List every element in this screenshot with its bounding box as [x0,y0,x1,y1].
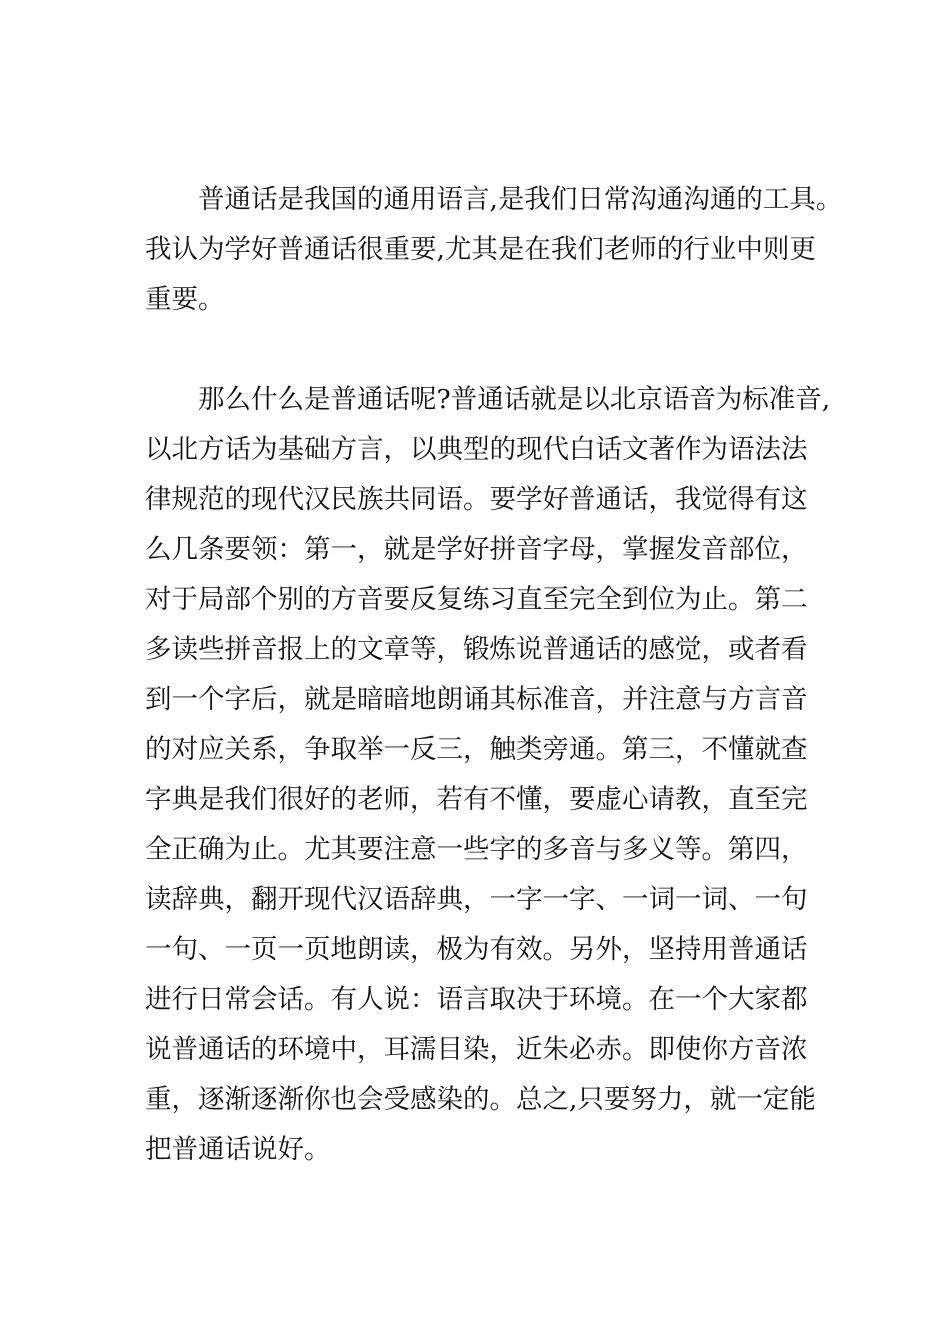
paragraph-2-line-6: 多读些拼音报上的文章等，锻炼说普通话的感觉，或者看 [145,634,808,665]
paragraph-2-line-9: 字典是我们很好的老师，若有不懂，要虚心请教，直至完 [145,784,808,815]
paragraph-1-line-3: 重要。 [145,284,225,315]
paragraph-2-line-15: 重，逐渐逐渐你也会受感染的。总之,只要努力，就一定能 [145,1084,816,1115]
paragraph-2-line-7: 到一个字后，就是暗暗地朗诵其标准音，并注意与方言音 [145,684,808,715]
paragraph-1-line-1: 普通话是我国的通用语言,是我们日常沟通沟通的工具。 [198,184,843,215]
paragraph-2-line-10: 全正确为止。尤其要注意一些字的多音与多义等。第四， [145,834,808,865]
paragraph-2-line-16: 把普通话说好。 [145,1134,331,1165]
paragraph-2-line-12: 一句、一页一页地朗读，极为有效。另外，坚持用普通话 [145,934,808,965]
paragraph-2-line-3: 律规范的现代汉民族共同语。要学好普通话，我觉得有这 [145,484,808,515]
paragraph-2-line-4: 么几条要领：第一，就是学好拼音字母，掌握发音部位， [145,534,808,565]
paragraph-2-line-1: 那么什么是普通话呢?普通话就是以北京语音为标准音, [198,384,831,415]
paragraph-1-line-2: 我认为学好普通话很重要,尤其是在我们老师的行业中则更 [145,234,816,265]
paragraph-2-line-5: 对于局部个别的方音要反复练习直至完全到位为止。第二 [145,584,808,615]
paragraph-2-line-14: 说普通话的环境中，耳濡目染，近朱必赤。即使你方音浓 [145,1034,808,1065]
paragraph-2-line-8: 的对应关系，争取举一反三，触类旁通。第三，不懂就查 [145,734,808,765]
paragraph-2-line-13: 进行日常会话。有人说：语言取决于环境。在一个大家都 [145,984,808,1015]
paragraph-2-line-2: 以北方话为基础方言，以典型的现代白话文著作为语法法 [145,434,808,465]
paragraph-2-line-11: 读辞典，翻开现代汉语辞典，一字一字、一词一词、一句 [145,884,808,915]
